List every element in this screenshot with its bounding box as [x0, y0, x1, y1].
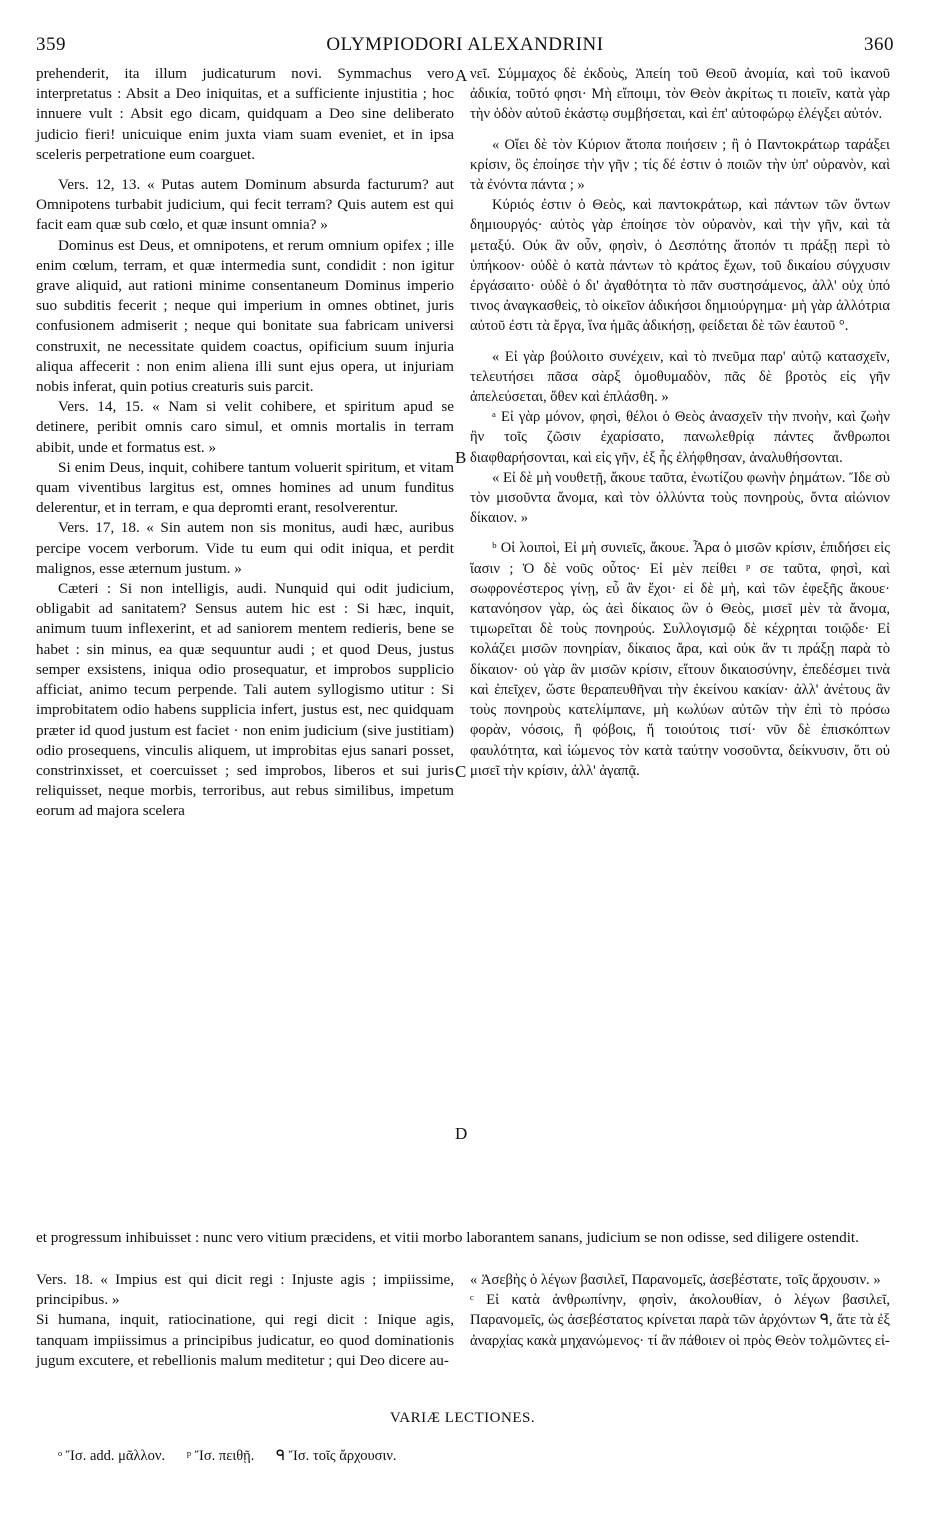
margin-letter-d: D [455, 1124, 468, 1143]
greek-column [470, 64, 890, 781]
margin-letter-c: C [455, 762, 467, 781]
latin-paragraph: Dominus est Deus, et omnipotens, et rerum omnium opifex ; ille enim cœlum, terram, et quæ intermedia sunt, condidit : non igitur grave aliquid, aut rationi minime consentaneum Dominus imperio suo subditis fecerit ; neque qui imperium in omnes obtinet, juris confusionem admiserit ; neque qui bonitate sua fabricam universi construxit, ne necessitate quidem coactus, opificium suum injuria aliqua affecerit : non enim aliena illi sunt ejus opera, ut injuriam nobis inferat, quin potius creaturis suis parcit. [36, 236, 454, 396]
greek-paragraph: Κύριός ἐστιν ὁ Θεὸς, καὶ παντοκράτωρ, καὶ πάντων τῶν ὄντων δημιουργός· αὐτὸς γὰρ ἐποίησε τὸν οὐρανὸν, καὶ τὴν γῆν, καὶ τὰ μεταξύ. Οὐκ ἂν οὖν, φησὶν, ὁ Δεσπότης ἄτοπόν τι πράξῃ περὶ τὸ ὑπήκοον· οὐδὲ ὁ κατὰ πάντων τὸ κράτος ἔχων, τοῦ δικαίου σύγχυσιν ἐργάσαιτο· οὐδὲ ὁ δι' ἀγαθότητα τὸ πᾶν συστησάμενος, ἀλλ' οὐχ ὑπό τινος ἀναγκασθεὶς, τὸ οἰκεῖον ἀδικήσοι δημιούργημα· μὴ γὰρ ἀλλότρια αὐτοῦ ἐστι τὰ ἔργα, ἵνα ἡμᾶς ἀδικήσῃ, φείδεται δὲ τῶν ἑαυτοῦ °. [470, 197, 890, 335]
latin-paragraph: Cæteri : Si non intelligis, audi. Nunquid qui odit judicium, obligabit ad sanitatem? Sensus autem hic est : Si hæc, inquit, animum tuum inflexerint, et ad saniorem mentem redieris, bene se habet : sin minus, ea quæ sequuntur audi ; et quod Deus, justus semper exsistens, iniqua odio prosequatur, et improbos supplicio afficiat, animo tecum perpende. Tali autem syllogismo utitur : Si improbitatem odio habens supplicia infert, justus est, nec quidquam præter id quod justum est faciet · non enim judicium (sive justitiam) odio prosequens, vinculis aliquem, ut improbitas ejus sanari posset, constrinxisset, et coercuisset ; sed improbos, liberos et sui juris reliquisset, neque morbis, terroribus, aut rebus similibus, impetum eorum ad majora scelera [36, 580, 454, 820]
greek-verse: « Εἰ γὰρ βούλοιτο συνέχειν, καὶ τὸ πνεῦμα παρ' αὐτῷ κατασχεῖν, τελευτήσει πᾶσα σὰρξ ὁμοθυμαδὸν, πᾶς δὲ βροτὸς εἰς γῆν ἀπελεύσεται, ὅθεν καὶ ἐπλάσθη. » [470, 348, 890, 406]
margin-letter-b: B [455, 448, 467, 467]
footnote: ᵒ Ἴσ. add. μᾶλλον. [58, 1448, 166, 1464]
variae-lectiones-title: VARIÆ LECTIONES. [389, 1410, 536, 1426]
latin-column [36, 64, 454, 822]
greek-verse: « Εἰ δὲ μὴ νουθετῇ, ἄκουε ταῦτα, ἐνωτίζου φωνὴν ῥημάτων. Ἴδε σὺ τὸν μισοῦντα ἄνομα, καὶ τὸν ὀλλύντα τοὺς πονηροὺς, ὄντα αἰώνιον δίκαιον. » [470, 469, 890, 527]
latin-paragraph: Si humana, inquit, ratiocinatione, qui regi dicit : Inique agis, tanquam impiissimus a principibus judicatur, eo quod dominationis jugum excutere, et rebellionis malum meditetur ; qui Deo dicere au- [36, 1311, 454, 1369]
latin-verse: Vers. 18. « Impius est qui dicit regi : Injuste agis ; impiissime, principibus. » [36, 1271, 454, 1309]
latin-column-bottom [36, 1270, 454, 1371]
latin-paragraph: Si enim Deus, inquit, cohibere tantum voluerit spiritum, et vitam quam viventibus largitus est, omnes homines ad unum funditus delerentur, et in terram, e qua depromti erant, resolverentur. [36, 458, 454, 517]
greek-paragraph: ᶜ Εἰ κατὰ ἀνθρωπίνην, φησὶν, ἀκολουθίαν, ὁ λέγων βασιλεῖ, Παρανομεῖς, ὡς ἀσεβέστατος κρίνεται παρὰ τῶν ἀρχόντων ᑫ, ἅτε τὰ ἐξ ἀναρχίας κακὰ μηχανώμενος· τί ἂν πάθοιεν οἱ πρὸς Θεὸν τολμῶντες εἰ- [470, 1292, 890, 1349]
full-width-line [36, 1228, 894, 1248]
greek-column-bottom [470, 1270, 890, 1351]
latin-verse: Vers. 17, 18. « Sin autem non sis monitus, audi hæc, auribus percipe vocem verborum. Vide tu eum qui odit iniqua, et perdit malignos, esse æternum justum. » [36, 519, 454, 577]
margin-letter-a: A [455, 66, 468, 85]
latin-continuation: et progressum inhibuisset : nunc vero vitium præcidens, et vitii morbo laborantem sanans, judicium se non odisse, sed diligere ostendit. [36, 1229, 859, 1246]
footnote: ᵖ Ἴσ. πειθῇ. [186, 1448, 255, 1464]
page-number-right: 360 [864, 34, 894, 55]
latin-verse: Vers. 14, 15. « Nam si velit cohibere, et spiritum apud se detinere, peribit omnis caro simul, et omnis mortalis in terram abibit, unde et formatus est. » [36, 398, 454, 456]
greek-paragraph: νεῖ. Σύμμαχος δὲ ἐκδοὺς, Ἀπείη τοῦ Θεοῦ ἀνομία, καὶ τοῦ ἱκανοῦ ἀδικία, τοῦτό φησι· Μὴ εἴποιμι, τὸν Θεὸν ἀκρίτως τι ποιεῖν, κατὰ γὰρ τὴν ὁδὸν αὐτοῦ ἑκάστῳ συμβήσεται, καὶ ἐπ' αὐτοφώρῳ ἐλέγξει αὐτόν. [470, 66, 890, 123]
greek-verse: « Ἀσεβὴς ὁ λέγων βασιλεῖ, Παρανομεῖς, ἀσεβέστατε, τοῖς ἄρχουσιν. » [470, 1272, 881, 1288]
latin-verse: Vers. 12, 13. « Putas autem Dominum absurda facturum? aut Omnipotens turbabit judicium, qui fecit terram? Quis autem est qui facit eam quæ sub cœlo, et quæ insunt omnia? » [36, 176, 454, 234]
page-number-left: 359 [36, 34, 66, 55]
running-header [36, 34, 894, 62]
running-title: OLYMPIODORI ALEXANDRINI [326, 34, 604, 55]
latin-paragraph: prehenderit, ita illum judicaturum novi. Symmachus vero interpretatus : Absit a Deo iniquitas, et a sufficiente injustitia ; hoc innuere vult : Absit ego dicam, quidquam a Deo sine deliberato judicio fieri! unicuique enim juxta viam suam eveniet, et in ipsa sceleris perpetratione eum coarguet. [36, 65, 454, 163]
footnote: ᑫ Ἴσ. τοῖς ἄρχουσιν. [276, 1448, 397, 1464]
greek-paragraph: ᵇ Οἱ λοιποὶ, Εἰ μὴ συνιεῖς, ἄκουε. Ἆρα ὁ μισῶν κρίσιν, ἐπιδήσει εἰς ἴασιν ; Ὁ δὲ νοῦς οὗτος· Εἰ μὲν πείθει ᵖ σε ταῦτα, φησὶ, καὶ σωφρονέστερος γίνῃ, εὖ ἂν ἔχοι· εἰ δὲ μὴ, καὶ τῶν ἐφεξῆς ἄκουε· κατανόησον γὰρ, ὡς ἀεὶ δίκαιος ὢν ὁ Θεὸς, μισεῖ μὲν τὰ ἄνομα, τιμωρεῖται δὲ τοὺς πονηρούς. Συλλογισμῷ δὲ κέχρηται τοιῷδε· Εἰ κολάζει μισῶν πονηρίαν, δίκαιος ἄρα, καὶ οὐκ ἄν τι πράξῃ παρὰ τὸ δίκαιον· οὐ γὰρ ἂν μισῶν κρίσιν, εἴτουν δικαιοσύνην, ἐπεδέσμει τινὰ καὶ ἐπεῖχεν, ὥστε θεραπευθῆναι τὴν ἐκείνου κακίαν· ἀλλ' ἀνέτους ἂν τοὺς πονηροὺς κατελίμπανε, μὴ κωλύων αὐτῶν τὴν ἐπὶ τὸ πρόσω φορὰν, νόσοις, ἢ φόβοις, ἤ τοιούτοις τισί· νῦν δὲ ἐπισκόπτων φαυλότητα, καὶ ἰώμενος τὸν κατὰ ταύτην νοσοῦντα, δείκνυσιν, ὅτι οὐ μισεῖ τὴν κρίσιν, ἀλλ' ἀγαπᾷ. [470, 540, 890, 779]
footnotes [58, 1448, 415, 1465]
greek-paragraph: ᵃ Εἰ γὰρ μόνον, φησὶ, θέλοι ὁ Θεὸς ἀνασχεῖν τὴν πνοὴν, καὶ ζωὴν ἣν τοῖς ζῶσιν ἐχαρίσατο, πανωλεθρίᾳ πάντες ἄνθρωποι διαφθαρήσονται, καὶ εἰς γῆν, ἐξ ἧς ἐλήφθησαν, ἀναλυθήσονται. [470, 409, 890, 466]
greek-verse: « Οἴει δὲ τὸν Κύριον ἄτοπα ποιήσειν ; ἢ ὁ Παντοκράτωρ ταράξει κρίσιν, ὃς ἐποίησε τὴν γῆν ; τίς δέ ἐστιν ὁ ποιῶν τὴν ὑπ' οὐρανὸν, καὶ τὰ ἐνόντα πάντα ; » [470, 136, 890, 194]
